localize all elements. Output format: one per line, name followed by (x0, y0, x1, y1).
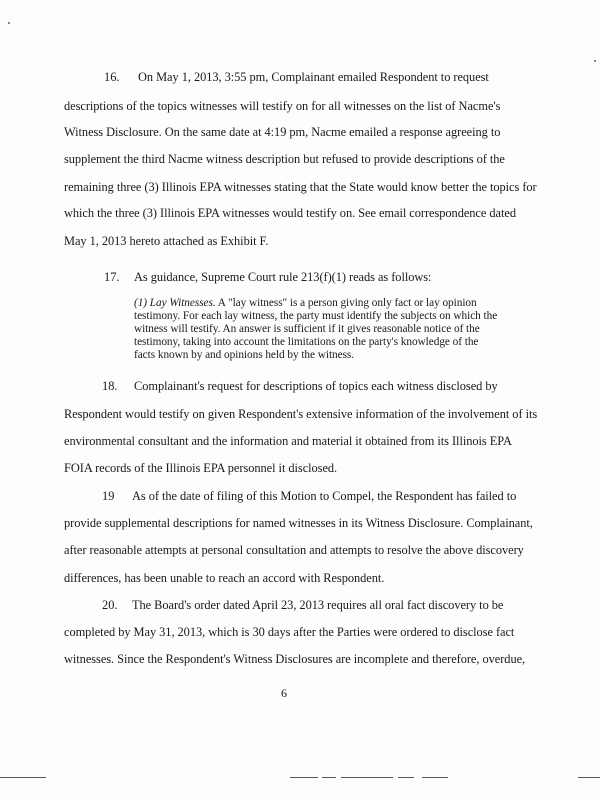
paragraph-line: As guidance, Supreme Court rule 213(f)(1) reads as follows: (134, 270, 432, 284)
paragraph-line: completed by May 31, 2013, which is 30 days after the Parties were ordered to disclose fact (64, 625, 515, 639)
paragraph-line: The Board's order dated April 23, 2013 requires all oral fact discovery to be (132, 598, 504, 612)
paragraph-line: May 1, 2013 hereto attached as Exhibit F. (64, 234, 269, 248)
paragraph-number: 19 (102, 489, 115, 503)
scan-speck (594, 60, 596, 62)
paragraph-line: Complainant's request for descriptions of topics each witness disclosed by (134, 379, 498, 393)
paragraph-number: 20. (102, 598, 118, 612)
paragraph-number: 17. (104, 270, 120, 284)
paragraph-line: descriptions of the topics witnesses will testify on for all witnesses on the list of Nacme's (64, 99, 501, 113)
page-number: 6 (281, 686, 287, 700)
quote-heading: (1) Lay Witnesses. (134, 297, 216, 309)
paragraph-line: Witness Disclosure. On the same date at 4:19 pm, Nacme emailed a response agreeing to (64, 125, 501, 139)
paragraph-line: which the three (3) Illinois EPA witnesses would testify on. See email correspondence dated (64, 206, 516, 220)
paragraph-number: 18. (102, 379, 118, 393)
quote-line: facts known by and opinions held by the witness. (134, 349, 355, 361)
paragraph-line: FOIA records of the Illinois EPA personnel it disclosed. (64, 461, 338, 475)
paragraph-line: As of the date of filing of this Motion to Compel, the Respondent has failed to (132, 489, 517, 503)
scan-speck (8, 22, 10, 24)
scan-line (578, 777, 600, 778)
quote-line: testimony. For each lay witness, the party must identify the subjects on which the (134, 310, 498, 322)
paragraph-line: witnesses. Since the Respondent's Witness Disclosures are incomplete and therefore, overdue, (64, 652, 526, 666)
paragraph-number: 16. (104, 70, 120, 84)
paragraph-line: after reasonable attempts at personal consultation and attempts to resolve the above discovery (64, 543, 524, 557)
scan-line (322, 777, 336, 778)
paragraph-line: Respondent would testify on given Respondent's extensive information of the involvement of its (64, 407, 538, 421)
quote-line (134, 297, 477, 310)
scan-line (341, 777, 393, 778)
paragraph-line: provide supplemental descriptions for named witnesses in its Witness Disclosure. Complainant, (64, 516, 533, 530)
quote-text: A "lay witness" is a person giving only fact or lay opinion (215, 297, 477, 309)
scan-line (422, 777, 448, 778)
paragraph-line: supplement the third Nacme witness description but refused to provide descriptions of the (64, 152, 505, 166)
paragraph-line: remaining three (3) Illinois EPA witnesses stating that the State would know better the topics for (64, 180, 537, 194)
scan-line (290, 777, 318, 778)
scan-line (398, 777, 414, 778)
quote-line: testimony, taking into account the limitations on the party's knowledge of the (134, 336, 479, 348)
paragraph-line: environmental consultant and the information and material it obtained from its Illinois EPA (64, 434, 512, 448)
scan-line (0, 777, 46, 778)
paragraph-line: differences, has been unable to reach an accord with Respondent. (64, 571, 385, 585)
quote-line: witness will testify. An answer is sufficient if it gives reasonable notice of the (134, 323, 480, 335)
paragraph-line: On May 1, 2013, 3:55 pm, Complainant emailed Respondent to request (138, 70, 489, 84)
